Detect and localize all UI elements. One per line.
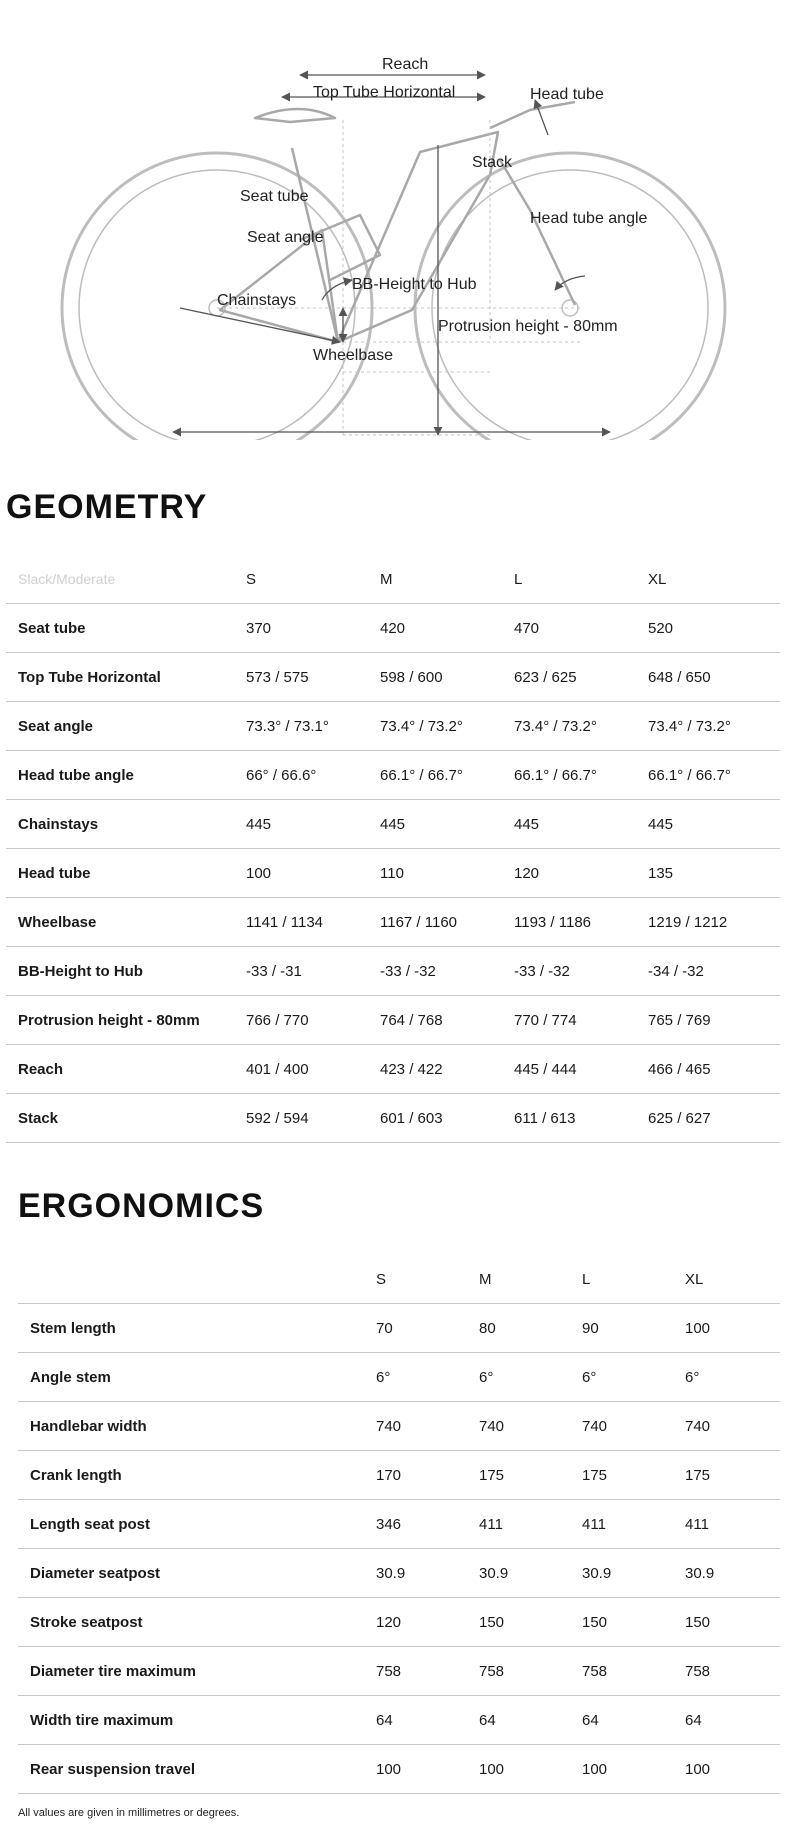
value-cell: 64 bbox=[582, 1696, 685, 1745]
value-cell: 100 bbox=[685, 1745, 780, 1794]
value-cell: 445 / 444 bbox=[514, 1045, 648, 1094]
value-cell: 150 bbox=[685, 1598, 780, 1647]
value-cell: 64 bbox=[376, 1696, 479, 1745]
value-cell: 411 bbox=[582, 1500, 685, 1549]
table-row bbox=[6, 653, 780, 702]
value-cell: 758 bbox=[376, 1647, 479, 1696]
value-cell: 423 / 422 bbox=[380, 1045, 514, 1094]
value-cell: 420 bbox=[380, 604, 514, 653]
geometry-col-l: L bbox=[514, 555, 648, 604]
value-cell: 170 bbox=[376, 1451, 479, 1500]
value-cell: 740 bbox=[582, 1402, 685, 1451]
geometry-col-xl: XL bbox=[648, 555, 780, 604]
value-cell: 30.9 bbox=[479, 1549, 582, 1598]
value-cell: 30.9 bbox=[376, 1549, 479, 1598]
table-row bbox=[6, 751, 780, 800]
value-cell: 445 bbox=[380, 800, 514, 849]
value-cell: 70 bbox=[376, 1304, 479, 1353]
row-label: BB-Height to Hub bbox=[6, 947, 246, 996]
footnote: All values are given in millimetres or degrees. bbox=[18, 1807, 240, 1819]
row-label: Stack bbox=[6, 1094, 246, 1143]
label-reach: Reach bbox=[382, 56, 429, 73]
value-cell: 175 bbox=[479, 1451, 582, 1500]
value-cell: 740 bbox=[685, 1402, 780, 1451]
value-cell: 30.9 bbox=[582, 1549, 685, 1598]
table-row bbox=[6, 702, 780, 751]
value-cell: 758 bbox=[582, 1647, 685, 1696]
label-bb-height-to-hub: BB-Height to Hub bbox=[352, 276, 477, 293]
value-cell: 110 bbox=[380, 849, 514, 898]
value-cell: 135 bbox=[648, 849, 780, 898]
row-label: Top Tube Horizontal bbox=[6, 653, 246, 702]
table-row bbox=[6, 849, 780, 898]
row-label: Rear suspension travel bbox=[18, 1745, 376, 1794]
value-cell: 30.9 bbox=[685, 1549, 780, 1598]
row-label: Diameter tire maximum bbox=[18, 1647, 376, 1696]
table-row bbox=[18, 1353, 780, 1402]
row-label: Seat angle bbox=[6, 702, 246, 751]
table-row bbox=[6, 996, 780, 1045]
value-cell: 573 / 575 bbox=[246, 653, 380, 702]
row-label: Chainstays bbox=[6, 800, 246, 849]
value-cell: 6° bbox=[376, 1353, 479, 1402]
table-row bbox=[18, 1647, 780, 1696]
value-cell: 175 bbox=[582, 1451, 685, 1500]
value-cell: 1167 / 1160 bbox=[380, 898, 514, 947]
label-top-tube-horizontal: Top Tube Horizontal bbox=[313, 84, 456, 101]
value-cell: 370 bbox=[246, 604, 380, 653]
value-cell: 648 / 650 bbox=[648, 653, 780, 702]
row-label: Stroke seatpost bbox=[18, 1598, 376, 1647]
value-cell: 120 bbox=[514, 849, 648, 898]
value-cell: 64 bbox=[479, 1696, 582, 1745]
row-label: Head tube bbox=[6, 849, 246, 898]
value-cell: 6° bbox=[685, 1353, 780, 1402]
value-cell: 6° bbox=[582, 1353, 685, 1402]
geometry-col-s: S bbox=[246, 555, 380, 604]
value-cell: 100 bbox=[479, 1745, 582, 1794]
table-row bbox=[18, 1304, 780, 1353]
row-label: Length seat post bbox=[18, 1500, 376, 1549]
label-head-tube: Head tube bbox=[530, 86, 604, 103]
value-cell: 445 bbox=[246, 800, 380, 849]
table-row bbox=[18, 1451, 780, 1500]
table-row bbox=[6, 1094, 780, 1143]
value-cell: 466 / 465 bbox=[648, 1045, 780, 1094]
dimension-arrows bbox=[173, 75, 610, 435]
value-cell: 66° / 66.6° bbox=[246, 751, 380, 800]
row-label: Seat tube bbox=[6, 604, 246, 653]
value-cell: 445 bbox=[648, 800, 780, 849]
value-cell: 66.1° / 66.7° bbox=[648, 751, 780, 800]
row-label: Stem length bbox=[18, 1304, 376, 1353]
table-row bbox=[18, 1696, 780, 1745]
value-cell: 766 / 770 bbox=[246, 996, 380, 1045]
value-cell: -34 / -32 bbox=[648, 947, 780, 996]
value-cell: 411 bbox=[685, 1500, 780, 1549]
label-stack: Stack bbox=[472, 154, 513, 171]
geometry-corner-label: Slack/Moderate bbox=[6, 555, 246, 604]
value-cell: 346 bbox=[376, 1500, 479, 1549]
value-cell: 1141 / 1134 bbox=[246, 898, 380, 947]
ergonomics-corner bbox=[18, 1255, 376, 1304]
value-cell: -33 / -32 bbox=[514, 947, 648, 996]
value-cell: 601 / 603 bbox=[380, 1094, 514, 1143]
value-cell: 611 / 613 bbox=[514, 1094, 648, 1143]
value-cell: 411 bbox=[479, 1500, 582, 1549]
value-cell: 401 / 400 bbox=[246, 1045, 380, 1094]
value-cell: 100 bbox=[685, 1304, 780, 1353]
value-cell: 64 bbox=[685, 1696, 780, 1745]
value-cell: 73.3° / 73.1° bbox=[246, 702, 380, 751]
geometry-table bbox=[6, 555, 780, 1143]
ergonomics-col-s: S bbox=[376, 1255, 479, 1304]
value-cell: 598 / 600 bbox=[380, 653, 514, 702]
value-cell: 1219 / 1212 bbox=[648, 898, 780, 947]
label-seat-angle: Seat angle bbox=[247, 229, 324, 246]
value-cell: 770 / 774 bbox=[514, 996, 648, 1045]
label-head-tube-angle: Head tube angle bbox=[530, 210, 648, 227]
value-cell: 1193 / 1186 bbox=[514, 898, 648, 947]
geometry-header-row bbox=[6, 555, 780, 604]
row-label: Angle stem bbox=[18, 1353, 376, 1402]
row-label: Wheelbase bbox=[6, 898, 246, 947]
value-cell: 740 bbox=[376, 1402, 479, 1451]
row-label: Crank length bbox=[18, 1451, 376, 1500]
geometry-heading: GEOMETRY bbox=[6, 488, 208, 526]
value-cell: 765 / 769 bbox=[648, 996, 780, 1045]
value-cell: 758 bbox=[685, 1647, 780, 1696]
value-cell: 150 bbox=[479, 1598, 582, 1647]
table-row bbox=[18, 1402, 780, 1451]
geometry-col-m: M bbox=[380, 555, 514, 604]
value-cell: 175 bbox=[685, 1451, 780, 1500]
table-row bbox=[18, 1500, 780, 1549]
label-seat-tube: Seat tube bbox=[240, 188, 309, 205]
table-row bbox=[6, 1045, 780, 1094]
value-cell: -33 / -32 bbox=[380, 947, 514, 996]
row-label: Head tube angle bbox=[6, 751, 246, 800]
value-cell: 66.1° / 66.7° bbox=[514, 751, 648, 800]
value-cell: 445 bbox=[514, 800, 648, 849]
value-cell: 90 bbox=[582, 1304, 685, 1353]
table-row bbox=[6, 604, 780, 653]
value-cell: 6° bbox=[479, 1353, 582, 1402]
value-cell: 625 / 627 bbox=[648, 1094, 780, 1143]
value-cell: 73.4° / 73.2° bbox=[514, 702, 648, 751]
ergonomics-col-m: M bbox=[479, 1255, 582, 1304]
ergonomics-header-row bbox=[18, 1255, 780, 1304]
value-cell: -33 / -31 bbox=[246, 947, 380, 996]
table-row bbox=[18, 1598, 780, 1647]
ergonomics-col-xl: XL bbox=[685, 1255, 780, 1304]
value-cell: 520 bbox=[648, 604, 780, 653]
value-cell: 73.4° / 73.2° bbox=[380, 702, 514, 751]
ergonomics-col-l: L bbox=[582, 1255, 685, 1304]
ergonomics-heading: ERGONOMICS bbox=[18, 1187, 265, 1225]
value-cell: 120 bbox=[376, 1598, 479, 1647]
value-cell: 150 bbox=[582, 1598, 685, 1647]
value-cell: 100 bbox=[246, 849, 380, 898]
table-row bbox=[6, 898, 780, 947]
value-cell: 80 bbox=[479, 1304, 582, 1353]
value-cell: 740 bbox=[479, 1402, 582, 1451]
table-row bbox=[6, 800, 780, 849]
value-cell: 73.4° / 73.2° bbox=[648, 702, 780, 751]
row-label: Reach bbox=[6, 1045, 246, 1094]
row-label: Diameter seatpost bbox=[18, 1549, 376, 1598]
table-row bbox=[18, 1549, 780, 1598]
label-protrusion-height: Protrusion height - 80mm bbox=[438, 318, 618, 335]
value-cell: 758 bbox=[479, 1647, 582, 1696]
value-cell: 623 / 625 bbox=[514, 653, 648, 702]
row-label: Width tire maximum bbox=[18, 1696, 376, 1745]
table-row bbox=[18, 1745, 780, 1794]
bike-geometry-diagram bbox=[60, 40, 740, 440]
value-cell: 100 bbox=[582, 1745, 685, 1794]
value-cell: 592 / 594 bbox=[246, 1094, 380, 1143]
label-wheelbase: Wheelbase bbox=[313, 347, 394, 364]
value-cell: 66.1° / 66.7° bbox=[380, 751, 514, 800]
value-cell: 100 bbox=[376, 1745, 479, 1794]
value-cell: 764 / 768 bbox=[380, 996, 514, 1045]
table-row bbox=[6, 947, 780, 996]
row-label: Handlebar width bbox=[18, 1402, 376, 1451]
label-chainstays: Chainstays bbox=[217, 292, 297, 309]
row-label: Protrusion height - 80mm bbox=[6, 996, 246, 1045]
value-cell: 470 bbox=[514, 604, 648, 653]
ergonomics-table bbox=[18, 1255, 780, 1794]
